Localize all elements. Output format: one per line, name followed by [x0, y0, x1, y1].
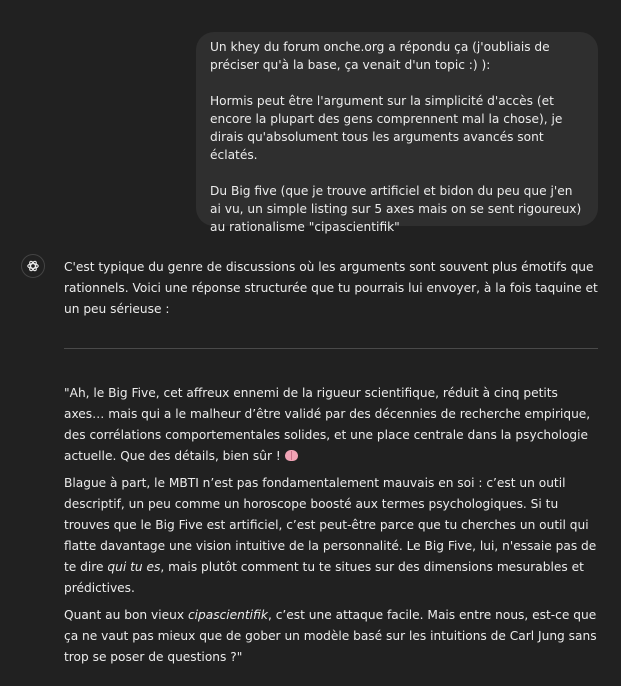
reply-paragraph-2	[64, 473, 598, 599]
user-message-paragraph-3: Du Big five (que je trouve artificiel et bidon du peu que j'en ai vu, un simple listing sur 5 axes mais on se sent rigoureux) au rationalisme "cipascientifik"	[210, 184, 582, 234]
user-message-bubble	[196, 32, 598, 234]
reply-paragraph-3-start: Quant au bon vieux	[64, 608, 188, 622]
assistant-intro: C'est typique du genre de discussions où les arguments sont souvent plus émotifs que rationnels. Voici une réponse structurée que tu pourrais lui envoyer, à la fois taquine et un peu sérieuse :	[64, 260, 598, 316]
reply-paragraph-2-start: Blague à part, le MBTI n’est pas fondamentalement mauvais en soi : c’est un outil descriptif, un peu comme un horoscope boosté aux termes psychologiques. Si tu trouves que le Big Five est artificiel, c’est peut-être parce que tu cherches un outil qui flatte davantage une vision intuitive de la personnalité. Le Big Five, lui, n'essaie pas de te dire	[64, 476, 597, 574]
reply-paragraph-3	[64, 605, 598, 668]
reply-paragraph-1	[64, 383, 598, 467]
message-divider	[64, 348, 598, 349]
reply-paragraph-2-end: , mais plutôt comment tu te situes sur des dimensions mesurables et prédictives.	[64, 560, 584, 595]
reply-paragraph-1-text: "Ah, le Big Five, cet affreux ennemi de la rigueur scientifique, réduit à cinq petits axes… mais qui a le malheur d’être validé par des décennies de recherche empirique, des corrélations comportementales solides, et une place centrale dans la psychologie actuelle. Que des détails, bien sûr !	[64, 386, 591, 463]
brain-emoji-icon	[285, 450, 298, 461]
reply-paragraph-2-emphasis: qui tu es	[107, 560, 161, 574]
user-message-paragraph-2: Hormis peut être l'argument sur la simplicité d'accès (et encore la plupart des gens comprennent mal la chose), je dirais qu'absolument tous les arguments avancés sont éclatés.	[210, 94, 563, 162]
assistant-message	[64, 257, 598, 674]
assistant-avatar	[21, 254, 45, 278]
reply-paragraph-3-end: , c’est une attaque facile. Mais entre nous, est-ce que ça ne vaut pas mieux que de gober un modèle basé sur les intuitions de Carl Jung sans trop se poser de questions ?"	[64, 608, 597, 664]
openai-logo-icon	[26, 259, 40, 273]
reply-paragraph-3-emphasis: cipascientifik	[187, 608, 268, 622]
user-message-paragraph-1: Un khey du forum onche.org a répondu ça (j'oubliais de préciser qu'à la base, ça venait d'un topic :) ):	[210, 40, 550, 72]
